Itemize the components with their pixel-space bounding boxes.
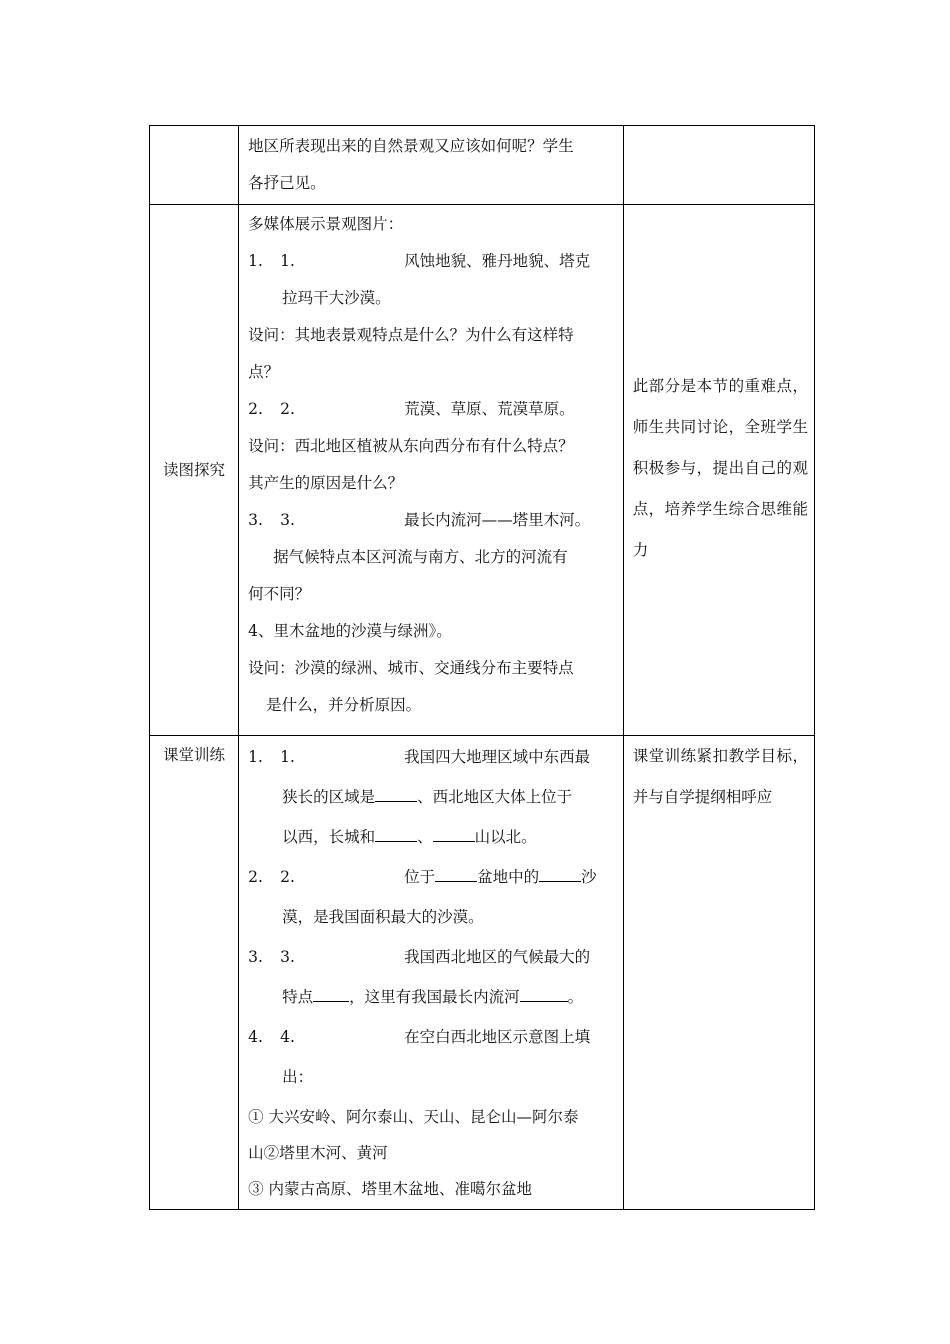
list-item: 4. 4. 在空白西北地区示意图上填 — [248, 1028, 591, 1046]
note-text: 课堂训练紧扣教学目标，并与自学提纲相呼应 — [632, 747, 808, 806]
content-line: 其产生的原因是什么？ — [248, 474, 404, 492]
answer-blank — [375, 827, 417, 842]
content-line: 点？ — [248, 363, 280, 381]
content-line: 狭长的区域是 、西北地区大体上位于 — [282, 788, 573, 806]
content-line: 山②塔里木河、黄河 — [248, 1144, 388, 1162]
content-cell — [239, 205, 624, 736]
stage-label: 课堂训练 — [163, 746, 226, 764]
content-cell — [239, 736, 624, 1210]
answer-blank — [520, 987, 568, 1002]
list-item: 3. 3. 我国西北地区的气候最大的 — [248, 948, 591, 966]
content-line: 是什么，并分析原因。 — [266, 696, 422, 714]
content-line: 据气候特点本区河流与南方、北方的河流有 — [273, 548, 568, 566]
content-line: 4、里木盆地的沙漠与绿洲》。 — [248, 622, 452, 640]
content-line: 以西，长城和 、 山以北。 — [282, 828, 537, 846]
stage-label: 读图探究 — [163, 460, 226, 479]
stage-cell — [150, 126, 239, 205]
content-cell — [239, 126, 624, 205]
table-row — [150, 126, 815, 205]
list-item: 3. 3. 最长内流河——塔里木河。 — [248, 511, 591, 529]
content-line: 地区所表现出来的自然景观又应该如何呢？学生 — [248, 137, 574, 155]
content-line: 设问：西北地区植被从东向西分布有什么特点？ — [248, 437, 574, 455]
answer-blank — [539, 867, 581, 882]
note-cell — [623, 736, 814, 1210]
content-line: 各抒己见。 — [248, 174, 326, 192]
content-line: 拉玛干大沙漠。 — [282, 289, 391, 307]
answer-blank — [313, 987, 349, 1002]
table-row — [150, 736, 815, 1210]
content-line: 出： — [282, 1068, 314, 1086]
content-line: 特点 ，这里有我国最长内流河 。 — [282, 988, 584, 1006]
note-cell — [623, 126, 814, 205]
content-line: 漠，是我国面积最大的沙漠。 — [282, 908, 484, 926]
content-line: 何不同？ — [248, 585, 311, 603]
stage-cell — [150, 736, 239, 1210]
content-line: 设问：沙漠的绿洲、城市、交通线分布主要特点 — [248, 659, 574, 677]
stage-cell — [150, 205, 239, 736]
content-line: ③ 内蒙古高原、塔里木盆地、准噶尔盆地 — [248, 1180, 533, 1198]
content-line: ① 大兴安岭、阿尔泰山、天山、昆仑山—阿尔泰 — [248, 1108, 579, 1126]
list-item: 1. 1. 我国四大地理区域中东西最 — [248, 748, 591, 766]
lesson-plan-table — [149, 125, 815, 1210]
note-text: 此部分是本节的重难点，师生共同讨论，全班学生积极参与，提出自己的观点，培养学生综合思维能力 — [632, 377, 808, 559]
list-item: 2. 2. 荒漠、草原、荒漠草原。 — [248, 400, 575, 418]
note-cell — [623, 205, 814, 736]
answer-blank — [433, 827, 475, 842]
list-item: 2. 2. 位于 盆地中的 沙 — [248, 868, 597, 886]
content-line: 多媒体展示景观图片： — [248, 215, 404, 233]
content-line: 设问：其地表景观特点是什么？为什么有这样特 — [248, 326, 574, 344]
list-item: 1. 1. 风蚀地貌、雅丹地貌、塔克 — [248, 252, 591, 270]
answer-blank — [375, 787, 417, 802]
table-row — [150, 205, 815, 736]
answer-blank — [435, 867, 477, 882]
